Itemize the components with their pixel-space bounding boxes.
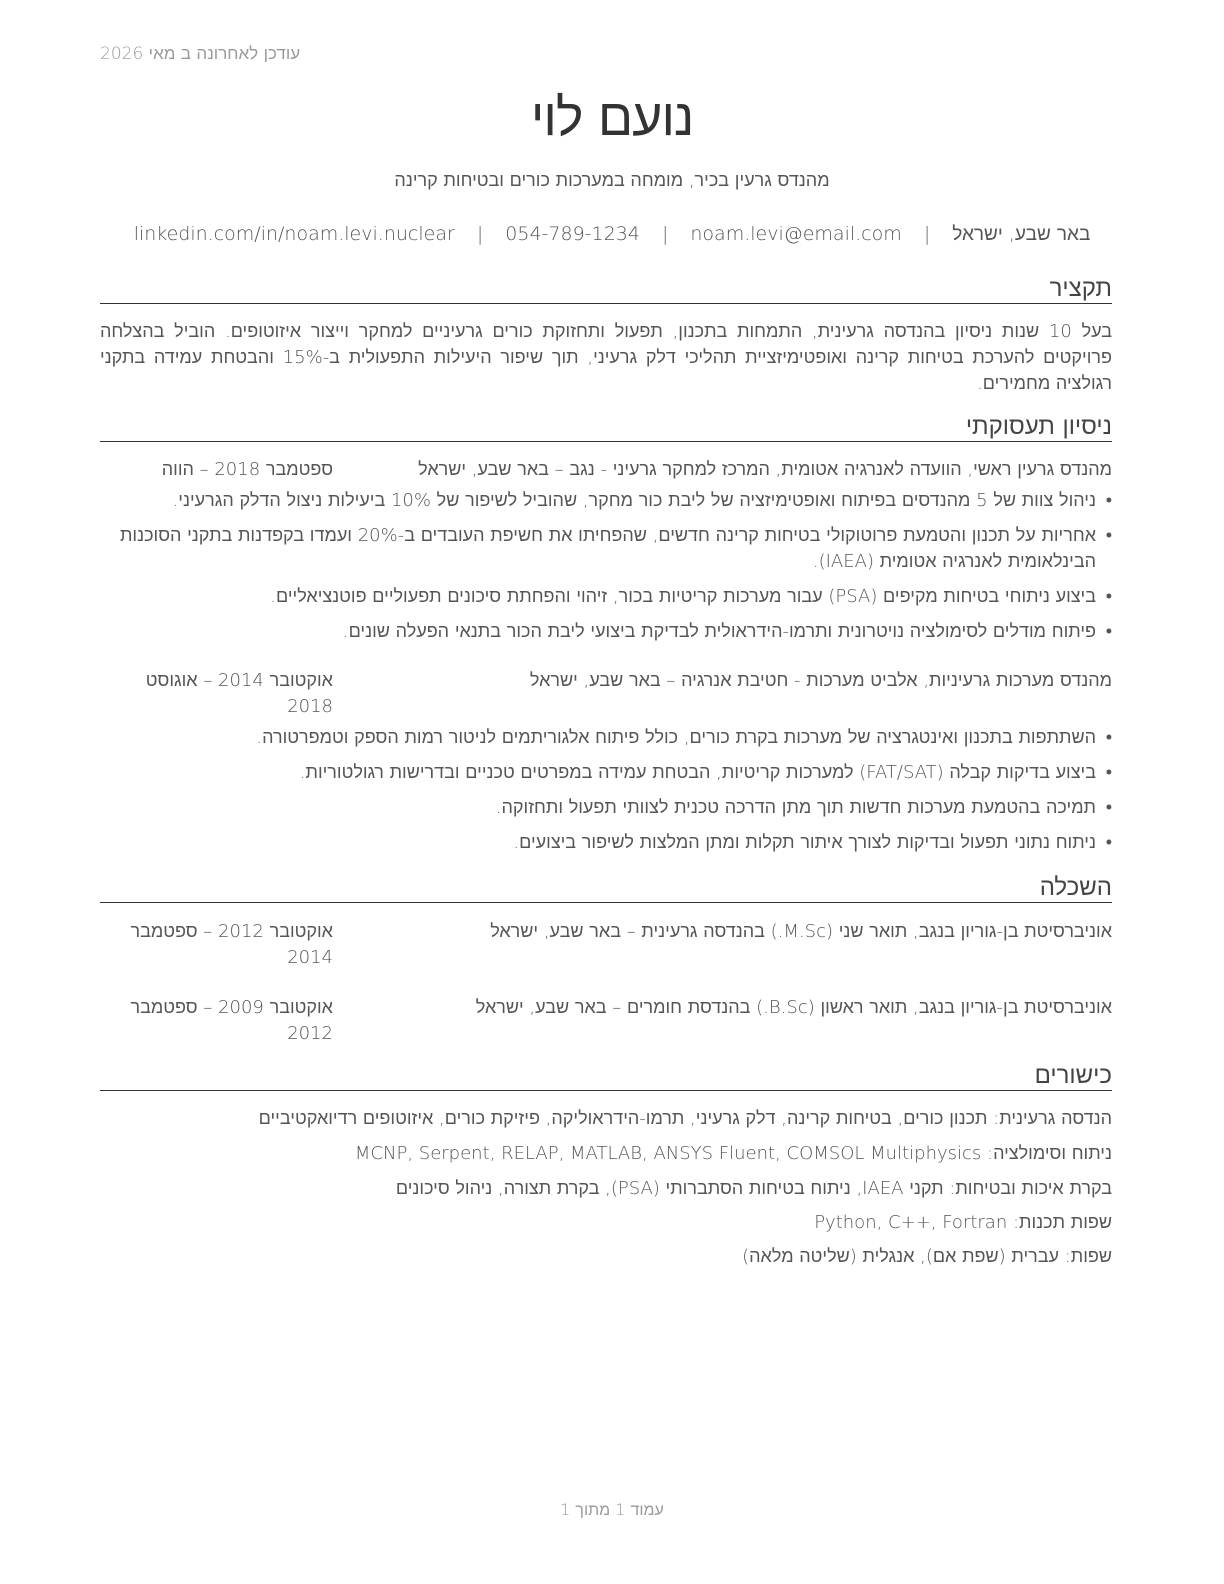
skill-line: שפות: עברית (שפת אם), אנגלית (שליטה מלאה) <box>742 1246 1112 1267</box>
contact-separator: | <box>923 223 931 245</box>
job-role: מהנדס גרעין ראשי, הוועדה לאנרגיה אטומית, המרכז למחקר גרעיני - נגב – באר שבע, ישראל <box>418 459 1112 480</box>
page-number: עמוד 1 מתוך 1 <box>560 1500 664 1519</box>
list-item: • אחריות על תכנון והטמעת פרוטוקולי בטיחות קרינה חדשים, שהפחיתו את חשיפת העובדים ב-20% ועמדו בקפדנות בתקני הסוכנות הבינלאומית לאנרגיה אטומית (IAEA). <box>100 523 1112 575</box>
person-name: נועם לוי <box>530 88 694 148</box>
job-bullets <box>100 725 1112 865</box>
list-item: • ניתוח נתוני תפעול ובדיקות לצורך איתור תקלות ומתן המלצות לשיפור ביצועים. <box>100 830 1112 856</box>
skill-line: ניתוח וסימולציה: MCNP, Serpent, RELAP, MATLAB, ANSYS Fluent, COMSOL Multiphysics <box>354 1143 1112 1164</box>
contact-separator: | <box>476 223 484 245</box>
list-item: • ניהול צוות של 5 מהנדסים בפיתוח ואופטימיזציה של ליבת כור מחקר, שהוביל לשיפור של 10% ביעילות ניצול הדלק הגרעיני. <box>100 488 1112 514</box>
education-dates: אוקטובר 2012 – ספטמבר 2014 <box>130 921 333 968</box>
education-dates: אוקטובר 2009 – ספטמבר 2012 <box>130 997 333 1044</box>
professional-title: מהנדס גרעין בכיר, מומחה במערכות כורים ובטיחות קרינה <box>394 170 830 191</box>
section-title-skills: כישורים <box>100 1061 1112 1091</box>
section-title-education: השכלה <box>100 873 1112 903</box>
section-title-experience: ניסיון תעסוקתי <box>100 412 1112 442</box>
list-item: • פיתוח מודלים לסימולציה נויטרונית ותרמו-הידראולית לבדיקת ביצועי ליבת הכור בתנאי הפעלה שונים. <box>100 619 1112 645</box>
education-degree: אוניברסיטת בן-גוריון בנגב, תואר שני (M.Sc.) בהנדסה גרעינית – באר שבע, ישראל <box>490 921 1112 942</box>
job-dates: אוקטובר 2014 – אוגוסט 2018 <box>145 670 333 717</box>
job-dates: ספטמבר 2018 – הווה <box>161 459 333 480</box>
job-role: מהנדס מערכות גרעיניות, אלביט מערכות - חטיבת אנרגיה – באר שבע, ישראל <box>529 670 1112 691</box>
contact-separator: | <box>661 223 669 245</box>
contact-line <box>0 223 1224 246</box>
skill-line: שפות תכנות: Python, C++, Fortran <box>814 1212 1112 1233</box>
job-bullets <box>100 488 1112 654</box>
list-item: • תמיכה בהטמעת מערכות חדשות תוך מתן הדרכה טכנית לצוותי תפעול ותחזוקה. <box>100 795 1112 821</box>
contact-linkedin[interactable]: linkedin.com/in/noam.levi.nuclear <box>133 223 455 245</box>
contact-location: באר שבע, ישראל <box>952 223 1091 245</box>
summary-text: בעל 10 שנות ניסיון בהנדסה גרעינית, התמחות בתכנון, תפעול ותחזוקת כורים גרעיניים למחקר וייצור איזוטופים. הוביל בהצלחה פרויקטים להערכת בטיחות קרינה ואופטימיזציית תהליכי דלק גרעיני, תוך שיפור היעילות התפעולית ב-15% והבטחת עמידה בתקני רגולציה מחמירים. <box>100 321 1112 394</box>
skill-line: בקרת איכות ובטיחות: תקני IAEA, ניתוח בטיחות הסתברותי (PSA), בקרת תצורה, ניהול סיכונים <box>395 1178 1112 1199</box>
contact-email[interactable]: noam.levi@email.com <box>690 223 902 245</box>
skill-line: הנדסה גרעינית: תכנון כורים, בטיחות קרינה, דלק גרעיני, תרמו-הידראוליקה, פיזיקת כורים, איזוטופים רדיואקטיביים <box>258 1108 1112 1129</box>
list-item: • השתתפות בתכנון ואינטגרציה של מערכות בקרת כורים, כולל פיתוח אלגוריתמים לניטור רמות הספק וטמפרטורה. <box>100 725 1112 751</box>
section-title-summary: תקציר <box>100 274 1112 304</box>
list-item: • ביצוע ניתוחי בטיחות מקיפים (PSA) עבור מערכות קריטיות בכור, זיהוי והפחתת סיכונים תפעוליים פוטנציאליים. <box>100 584 1112 610</box>
list-item: • ביצוע בדיקות קבלה (FAT/SAT) למערכות קריטיות, הבטחת עמידה במפרטים טכניים ובדרישות רגולטוריות. <box>100 760 1112 786</box>
last-updated: עודכן לאחרונה ב מאי 2026 <box>100 44 301 64</box>
education-degree: אוניברסיטת בן-גוריון בנגב, תואר ראשון (B.Sc.) בהנדסת חומרים – באר שבע, ישראל <box>475 997 1112 1018</box>
contact-phone: 054-789-1234 <box>505 223 640 245</box>
